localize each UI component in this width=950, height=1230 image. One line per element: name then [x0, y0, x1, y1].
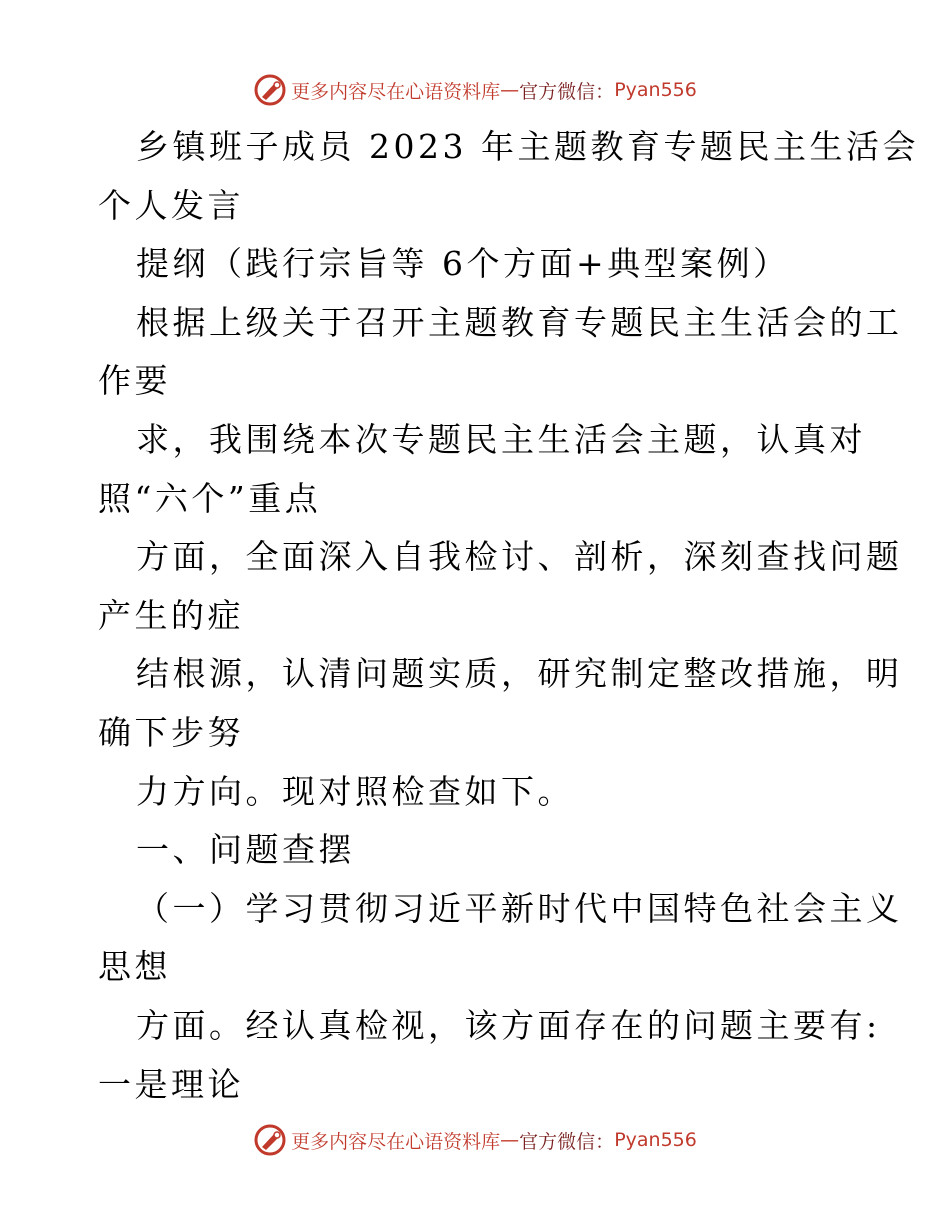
watermark-dash: — [500, 79, 520, 101]
paragraph-line: 一是理论 [98, 1064, 244, 1104]
paragraph-line: 产生的症 [98, 595, 244, 635]
watermark-account: Pyan556 [614, 1129, 697, 1151]
watermark-site-text: 更多内容尽在心语资料库 [291, 80, 501, 103]
subsection-heading: 思想 [98, 947, 171, 987]
watermark-dash: — [500, 1129, 520, 1151]
logo-icon [253, 73, 287, 107]
paragraph-line: 确下步努 [98, 712, 244, 752]
paragraph-line: 结根源，认清问题实质，研究制定整改措施，明 [136, 654, 903, 694]
watermark-account: Pyan556 [614, 79, 697, 101]
subtitle-line: 提纲（践行宗旨等 6个方面+典型案例） [136, 244, 790, 284]
paragraph-line: 方面。经认真检视，该方面存在的问题主要有: [136, 1005, 881, 1045]
paragraph-line: 求，我围绕本次专题民主生活会主题，认真对 [136, 419, 866, 459]
paragraph-line: 作要 [98, 361, 171, 401]
title-line: 乡镇班子成员 2023 年主题教育专题民主生活会 [136, 127, 919, 166]
header-watermark [0, 70, 950, 110]
footer-watermark [0, 1120, 950, 1160]
watermark-official-label: 官方微信： [519, 1130, 615, 1153]
paragraph-line: 方面，全面深入自我检讨、剖析，深刻查找问题 [136, 537, 903, 577]
title-line: 个人发言 [98, 185, 244, 225]
logo-icon [253, 1123, 287, 1157]
watermark-site-text: 更多内容尽在心语资料库 [291, 1130, 501, 1153]
section-heading: 一、问题查摆 [136, 830, 355, 870]
paragraph-line: 根据上级关于召开主题教育专题民主生活会的工 [136, 302, 903, 342]
paragraph-line: 力方向。现对照检查如下。 [136, 771, 574, 811]
document-body [98, 118, 919, 1114]
paragraph-line: 照“六个”重点 [98, 478, 322, 518]
subsection-heading: （一）学习贯彻习近平新时代中国特色社会主义 [136, 888, 903, 928]
watermark-official-label: 官方微信： [519, 80, 615, 103]
